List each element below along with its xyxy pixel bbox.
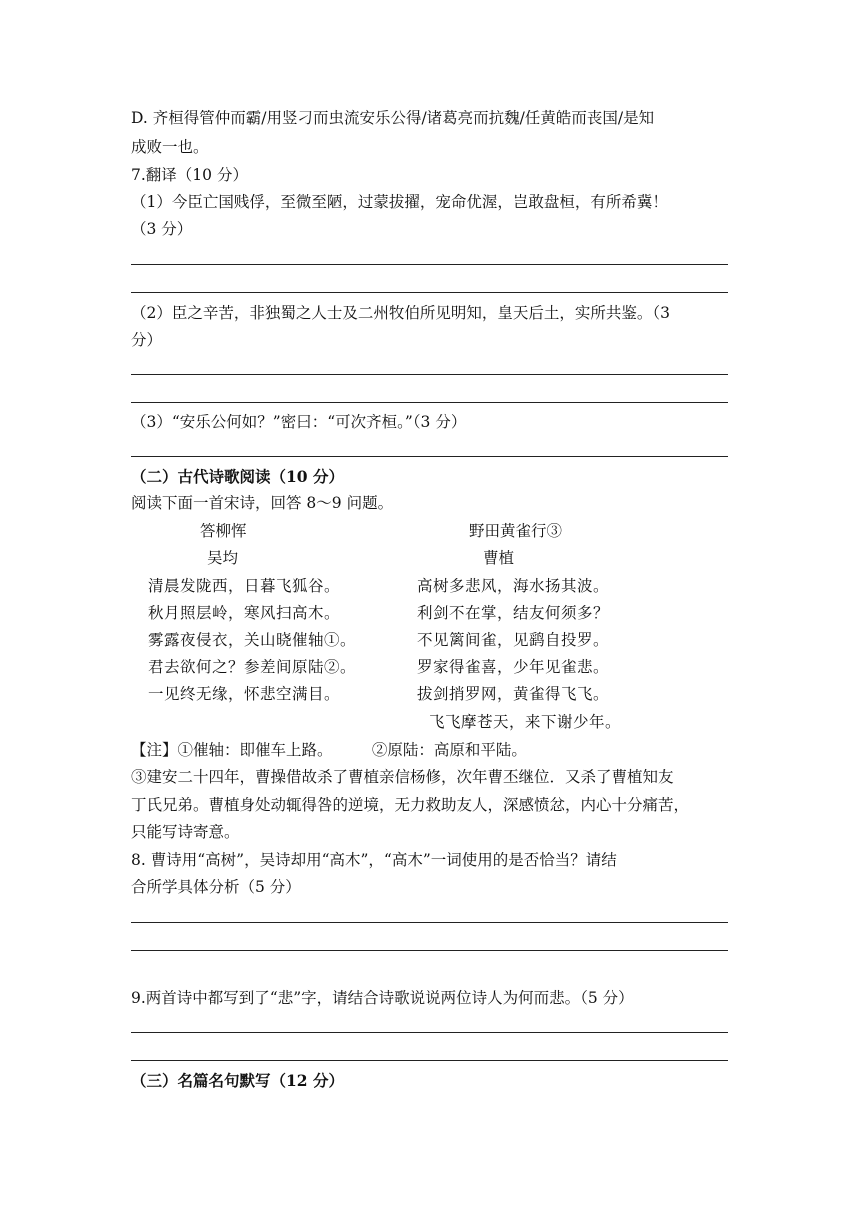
answer-line bbox=[131, 402, 728, 403]
poem2-line: 罗家得雀喜，少年见雀悲。 bbox=[417, 658, 610, 676]
answer-line bbox=[131, 922, 728, 923]
poem2-line: 不见篱间雀，见鹞自投罗。 bbox=[417, 631, 610, 649]
poem2-line: 高树多悲风，海水扬其波。 bbox=[417, 577, 610, 595]
answer-line bbox=[131, 950, 728, 951]
answer-line bbox=[131, 1032, 728, 1033]
poem1-author: 吴均 bbox=[207, 549, 239, 567]
q7-item1-line2: （3 分） bbox=[131, 220, 193, 238]
q8-line1: 8. 曹诗用“高树”，吴诗却用“高木”，“高木”一词使用的是否恰当？请结 bbox=[131, 851, 617, 869]
answer-line bbox=[131, 1060, 728, 1061]
q7-item3: （3）“安乐公何如？”密曰：“可次齐桓。”（3 分） bbox=[131, 413, 467, 431]
poem1-line: 清晨发陇西，日暮飞狐谷。 bbox=[148, 577, 341, 595]
q7-item1-line1: （1）今臣亡国贱俘，至微至陋，过蒙拔擢，宠命优渥，岂敢盘桓，有所希冀！ bbox=[131, 193, 668, 211]
option-d-line2: 成败一也。 bbox=[131, 138, 209, 156]
note-line2: ③建安二十四年，曹操借故杀了曹植亲信杨修，次年曹丕继位．又杀了曹植知友 bbox=[131, 768, 674, 786]
poem2-line: 飞飞摩苍天，来下谢少年。 bbox=[429, 713, 622, 731]
answer-line bbox=[131, 456, 728, 457]
poem1-title: 答柳恽 bbox=[200, 522, 247, 540]
poem1-line: 秋月照层岭，寒风扫高木。 bbox=[148, 604, 341, 622]
poem1-line: 一见终无缘，怀悲空满目。 bbox=[148, 685, 341, 703]
q7-item2-line2: 分） bbox=[131, 331, 163, 349]
q7-heading: 7.翻译（10 分） bbox=[131, 166, 248, 184]
note-line3: 丁氏兄弟。曹植身处动辄得咎的逆境，无力救助友人，深感愤忿，内心十分痛苦， bbox=[131, 796, 690, 814]
poem1-line: 君去欲何之？参差间原陆②。 bbox=[148, 658, 357, 676]
poem1-line: 雾露夜侵衣，关山晓催轴①。 bbox=[148, 631, 357, 649]
answer-line bbox=[131, 292, 728, 293]
q7-item2-line1: （2）臣之辛苦，非独蜀之人士及二州牧伯所见明知，皇天后土，实所共鉴。（3 bbox=[131, 304, 670, 322]
q8-line2: 合所学具体分析（5 分） bbox=[131, 878, 301, 896]
option-d-line1: D. 齐桓得管仲而霸/用竖刁而虫流安乐公得/诸葛亮而抗魏/任黄皓而丧国/是知 bbox=[131, 109, 655, 127]
section2-heading: （二）古代诗歌阅读（10 分） bbox=[131, 467, 344, 486]
answer-line bbox=[131, 264, 728, 265]
poem2-line: 利剑不在掌，结友何须多？ bbox=[417, 604, 610, 622]
answer-line bbox=[131, 374, 728, 375]
section2-intro: 阅读下面一首宋诗，回答 8～9 问题。 bbox=[131, 494, 394, 512]
section3-heading: （三）名篇名句默写（12 分） bbox=[131, 1071, 344, 1090]
poem2-title: 野田黄雀行③ bbox=[469, 522, 563, 540]
note-line4: 只能写诗寄意。 bbox=[131, 823, 240, 841]
poem2-line: 拔剑捎罗网，黄雀得飞飞。 bbox=[417, 685, 610, 703]
note-line1: 【注】①催轴：即催车上路。 ②原陆：高原和平陆。 bbox=[131, 741, 527, 759]
poem2-author: 曹植 bbox=[483, 549, 515, 567]
q9: 9.两首诗中都写到了“悲”字，请结合诗歌说说两位诗人为何而悲。（5 分） bbox=[131, 989, 634, 1007]
